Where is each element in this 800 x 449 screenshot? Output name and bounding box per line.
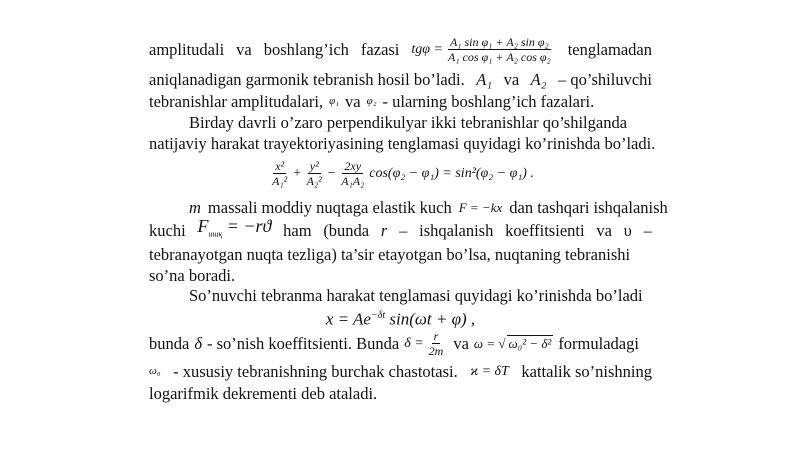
- word: boshlang’ich: [263, 39, 349, 59]
- fraction-y: [305, 159, 324, 188]
- text-segment: Birday davrli o’zaro perpendikulyar ikki tebranishlar qo’shilganda: [189, 112, 628, 132]
- decrement-formula: ϰ = δT: [470, 363, 509, 379]
- text-segment: tebranayotgan nuqta tezligа) ta’sir etayotgan bo’lsa, nuqtaning tebranishi: [149, 244, 631, 264]
- text-line-1: [149, 36, 652, 62]
- tg-formula: [411, 35, 555, 64]
- text-line-3: [149, 90, 652, 112]
- text-line-11: [189, 284, 652, 306]
- denominator: A₁A₂: [341, 173, 365, 188]
- text-line-10: [149, 264, 652, 286]
- word: –: [399, 220, 408, 240]
- text-segment: dan tashqari ishqalanish: [509, 197, 668, 217]
- numerator: r: [433, 328, 439, 343]
- text-line-8: [149, 217, 652, 243]
- friction-symbol: F: [197, 215, 209, 236]
- text-line-4: [189, 111, 652, 133]
- word: fazasi: [360, 39, 400, 59]
- damped-lhs: x = Ae: [325, 309, 371, 329]
- text-segment: massali moddiy nuqtaga elastik kuch: [207, 197, 452, 217]
- text-segment: So’nuvchi tebranma harakat tenglamasi quyidagi ko’rinishda bo’ladi: [189, 285, 643, 305]
- word: va: [236, 39, 252, 59]
- symbol-m: m: [189, 197, 201, 217]
- text-line-5: [149, 132, 656, 154]
- symbol-A2: A₂: [530, 69, 547, 89]
- denominator: 2m: [428, 343, 444, 358]
- word: ham: [283, 220, 312, 240]
- ellipse-rest: cos(φ₂ − φ₁) = sin²(φ₂ − φ₁) .: [369, 165, 534, 181]
- omega-lhs: ω =: [473, 335, 496, 351]
- minus-sign: −: [326, 165, 337, 181]
- delta-fraction: [427, 329, 446, 358]
- text-segment: kattalik so’nishning: [521, 361, 652, 381]
- omega-radicand: ω₀² − δ²: [508, 335, 552, 351]
- friction-subscript: ишқ: [208, 229, 223, 239]
- friction-force: [197, 216, 271, 245]
- denominator: A₁²: [272, 173, 288, 188]
- equation-ellipse: [149, 153, 652, 193]
- ellipse-formula: [267, 159, 534, 188]
- tg-numerator: A₁ sin φ₁ + A₂ sin φ₂: [449, 34, 549, 49]
- word: va: [503, 69, 520, 89]
- text-segment: – qo’shiluvchi: [558, 69, 652, 89]
- text-segment: tebranishlar amplitudalari,: [149, 91, 324, 111]
- word: –: [643, 220, 652, 240]
- symbol-phi1: φ₁: [329, 94, 340, 107]
- word: formuladagi: [558, 333, 639, 353]
- text-segment: - ularning boshlang’ich fazalari.: [382, 91, 595, 111]
- text-line-2: [149, 68, 652, 90]
- tg-denominator: A₁ cos φ₁ + A₂ cos φ₂: [447, 49, 551, 64]
- damped-exponent: −δt: [370, 309, 386, 321]
- symbol-r: r: [380, 220, 388, 240]
- tg-lhs: tgφ =: [411, 41, 443, 57]
- word: ishqalanish: [419, 220, 494, 240]
- friction-rhs: = −rϑ: [226, 215, 272, 236]
- text-segment: so’na boradi.: [149, 265, 236, 285]
- word: bunda: [149, 333, 190, 353]
- symbol-omega0: ω₀: [149, 364, 161, 377]
- text-line-14: [149, 360, 652, 382]
- text-segment: - so’nish koeffitsienti. Bunda: [207, 333, 400, 353]
- text-line-15: [149, 382, 652, 404]
- word: kuchi: [149, 220, 186, 240]
- numerator: x²: [275, 158, 285, 173]
- tg-fraction: [446, 35, 553, 64]
- text-line-13: [149, 326, 652, 360]
- word: amplitudali: [149, 39, 225, 59]
- text-segment: logarifmik dekrementi deb ataladi.: [149, 383, 378, 403]
- word: va: [453, 333, 469, 353]
- word: tenglamadan: [567, 39, 652, 59]
- fraction-xy: [339, 159, 366, 188]
- text-segment: - xususiy tebranishning burchak chastotasi.: [173, 361, 458, 381]
- numerator: y²: [309, 158, 319, 173]
- text-line-9: [149, 243, 652, 265]
- text-line-7: [189, 196, 668, 218]
- damped-rest: sin(ωt + φ) ,: [389, 309, 476, 329]
- plus-sign: +: [292, 165, 302, 181]
- word: (bunda: [323, 220, 370, 240]
- word: va: [596, 220, 612, 240]
- delta-lhs: δ =: [404, 335, 424, 351]
- word: koeffitsienti: [505, 220, 585, 240]
- denominator: A₂²: [306, 173, 322, 188]
- fraction-x: [270, 159, 289, 188]
- symbol-phi2: φ₂: [366, 94, 377, 107]
- elastic-force: F = −kx: [458, 199, 503, 215]
- omega-formula: ω = √ ω₀² − δ²: [473, 335, 552, 351]
- symbol-upsilon: υ: [623, 220, 632, 240]
- numerator: 2xy: [344, 158, 362, 173]
- text-segment: aniqlanadigan garmonik tebranish hosil bo’ladi.: [149, 69, 465, 89]
- word: va: [345, 91, 361, 111]
- symbol-delta: δ: [194, 333, 202, 353]
- text-segment: natijaviy harakat trayektoriyasining tenglamasi quyidagi ko’rinishda bo’ladi.: [149, 133, 656, 153]
- delta-formula: [404, 329, 448, 358]
- symbol-A1: A₁: [476, 69, 493, 89]
